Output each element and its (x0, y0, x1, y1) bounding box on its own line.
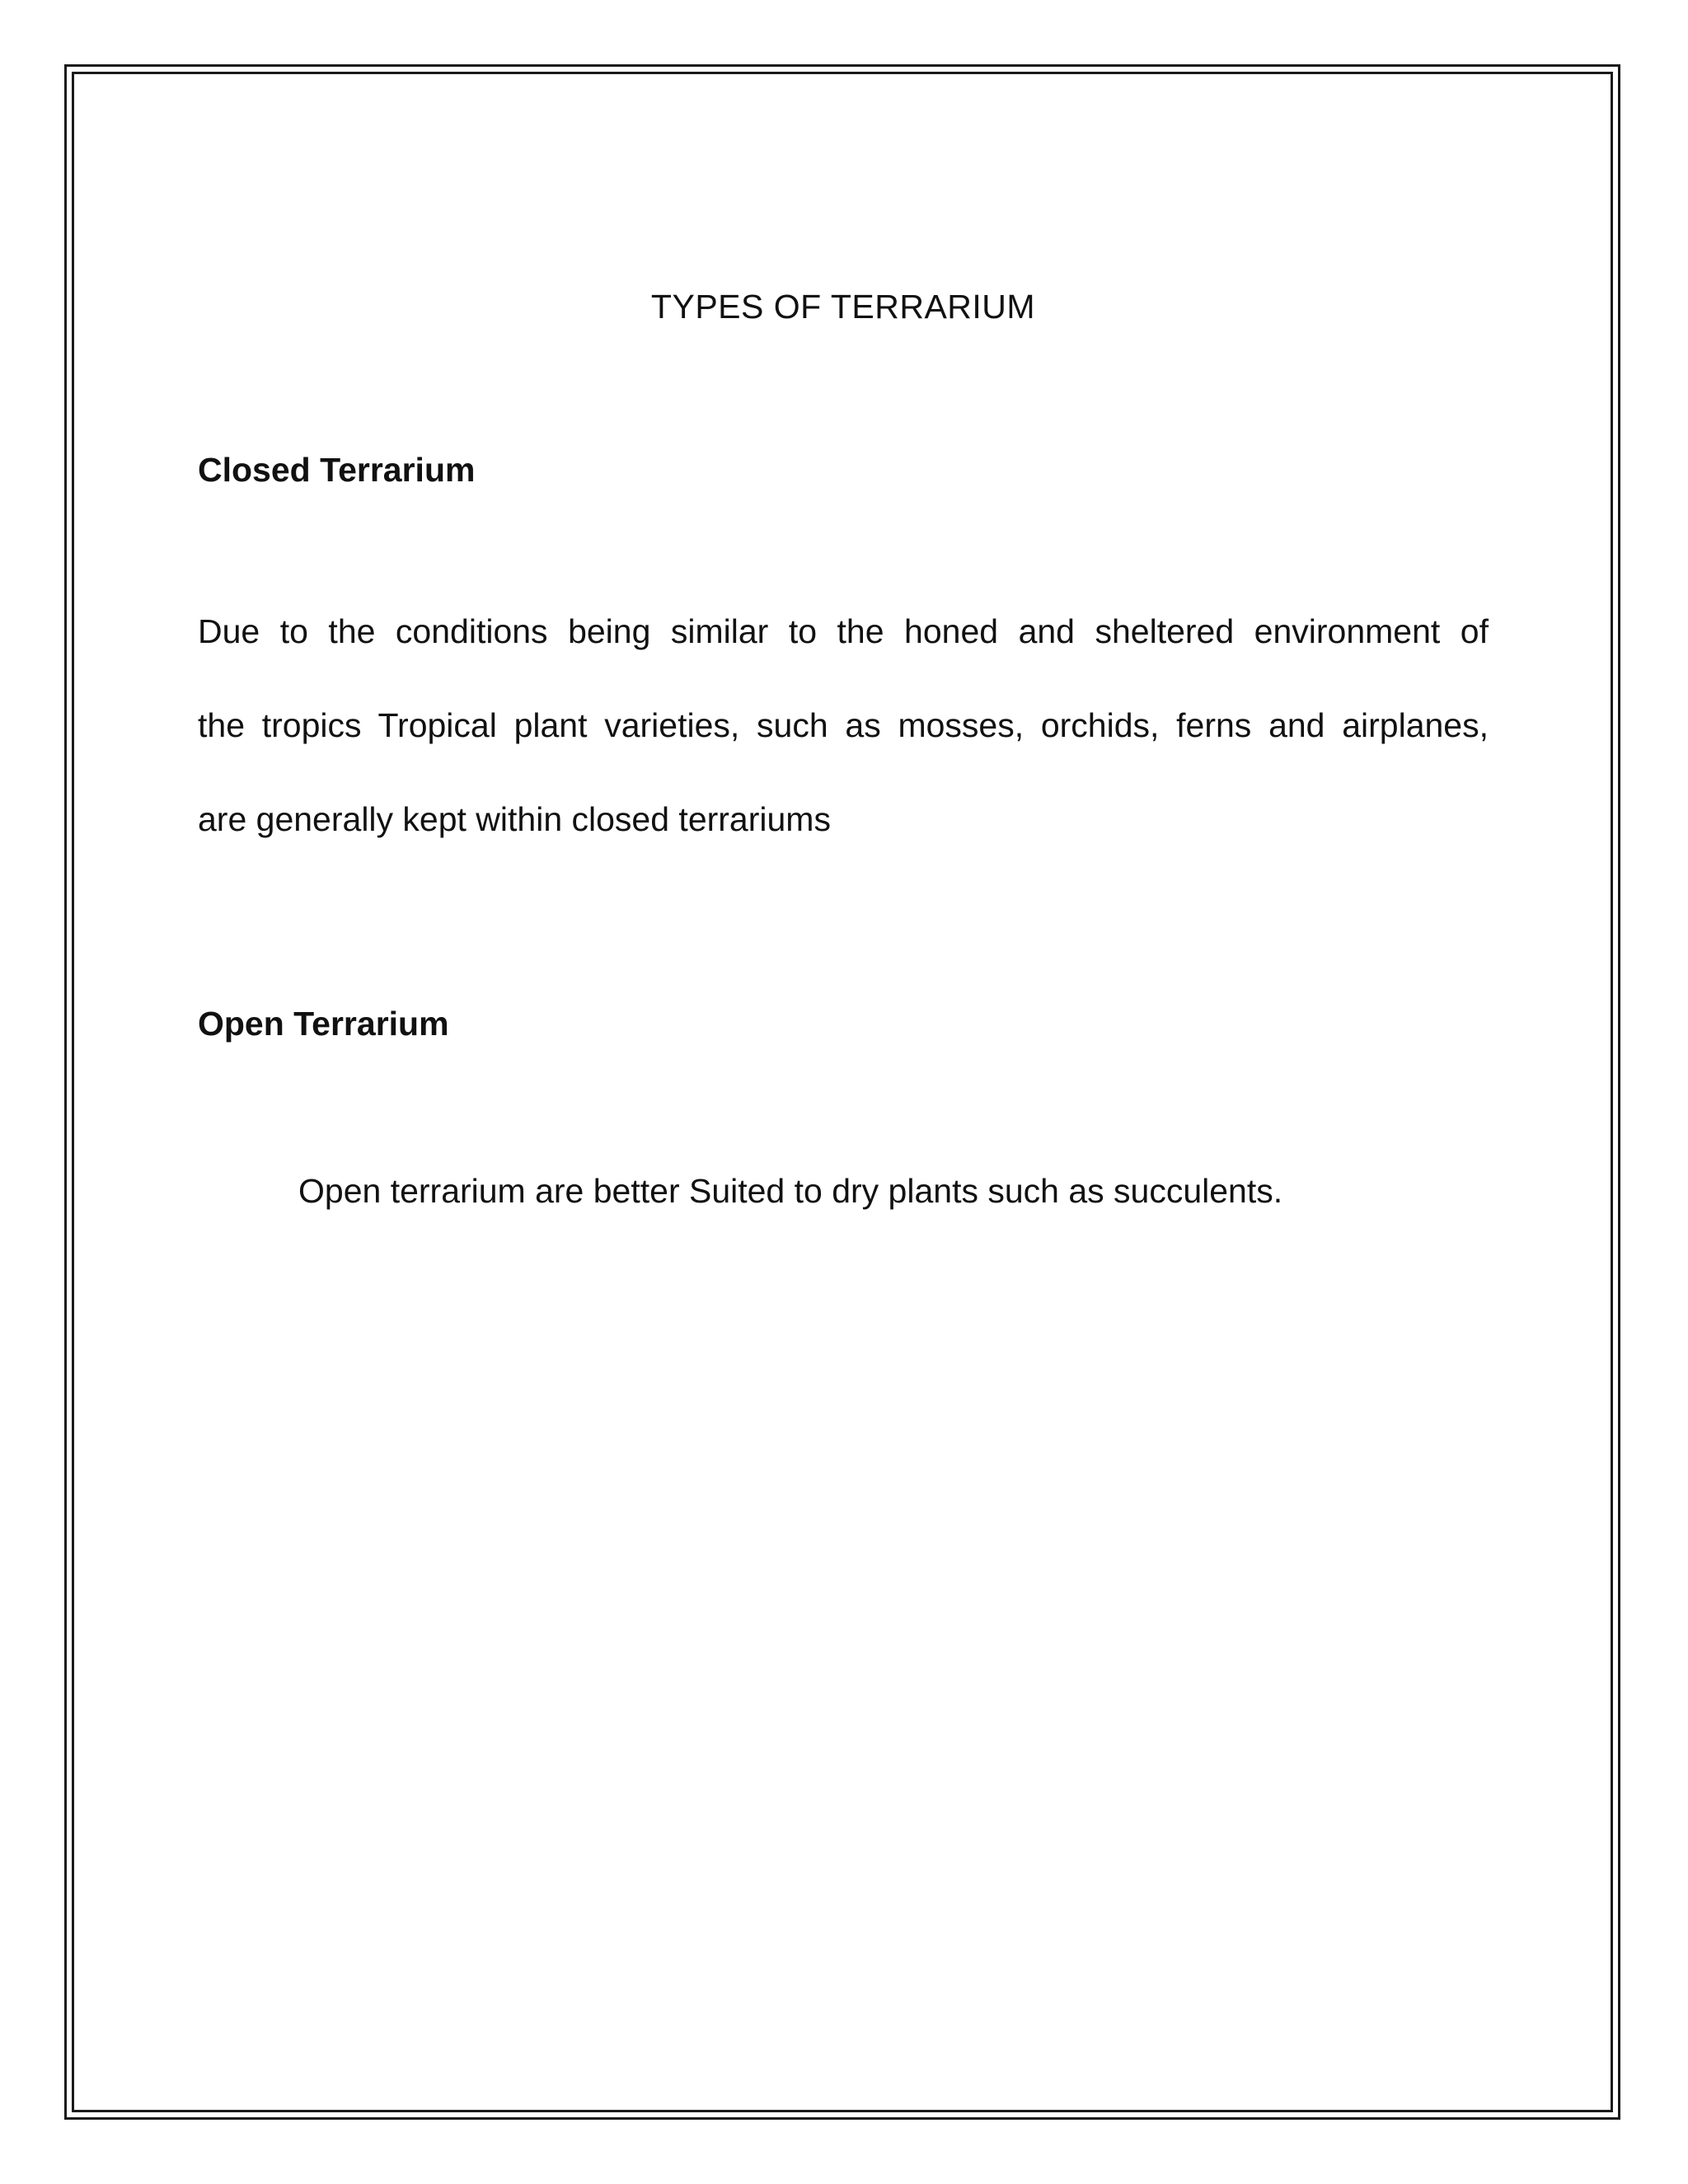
paragraph-line: Due to the conditions being similar to the honed and sheltered environment of (198, 612, 1489, 650)
paragraph-line: Open terrarium are better Suited to dry plants such as succulents. (298, 1172, 1283, 1210)
page-border-inner (72, 72, 1613, 2112)
document-title: TYPES OF TERRARIUM (650, 288, 1036, 326)
paragraph-line: are generally kept within closed terrariums (198, 800, 831, 838)
section-heading-open-terrarium: Open Terrarium (198, 1005, 449, 1043)
section-heading-closed-terrarium: Closed Terrarium (198, 451, 476, 489)
paragraph-line: the tropics Tropical plant varieties, such as mosses, orchids, ferns and airplanes, (198, 706, 1489, 744)
section-paragraph-closed-terrarium (198, 584, 1489, 866)
section-paragraph-open-terrarium (298, 1166, 1282, 1216)
